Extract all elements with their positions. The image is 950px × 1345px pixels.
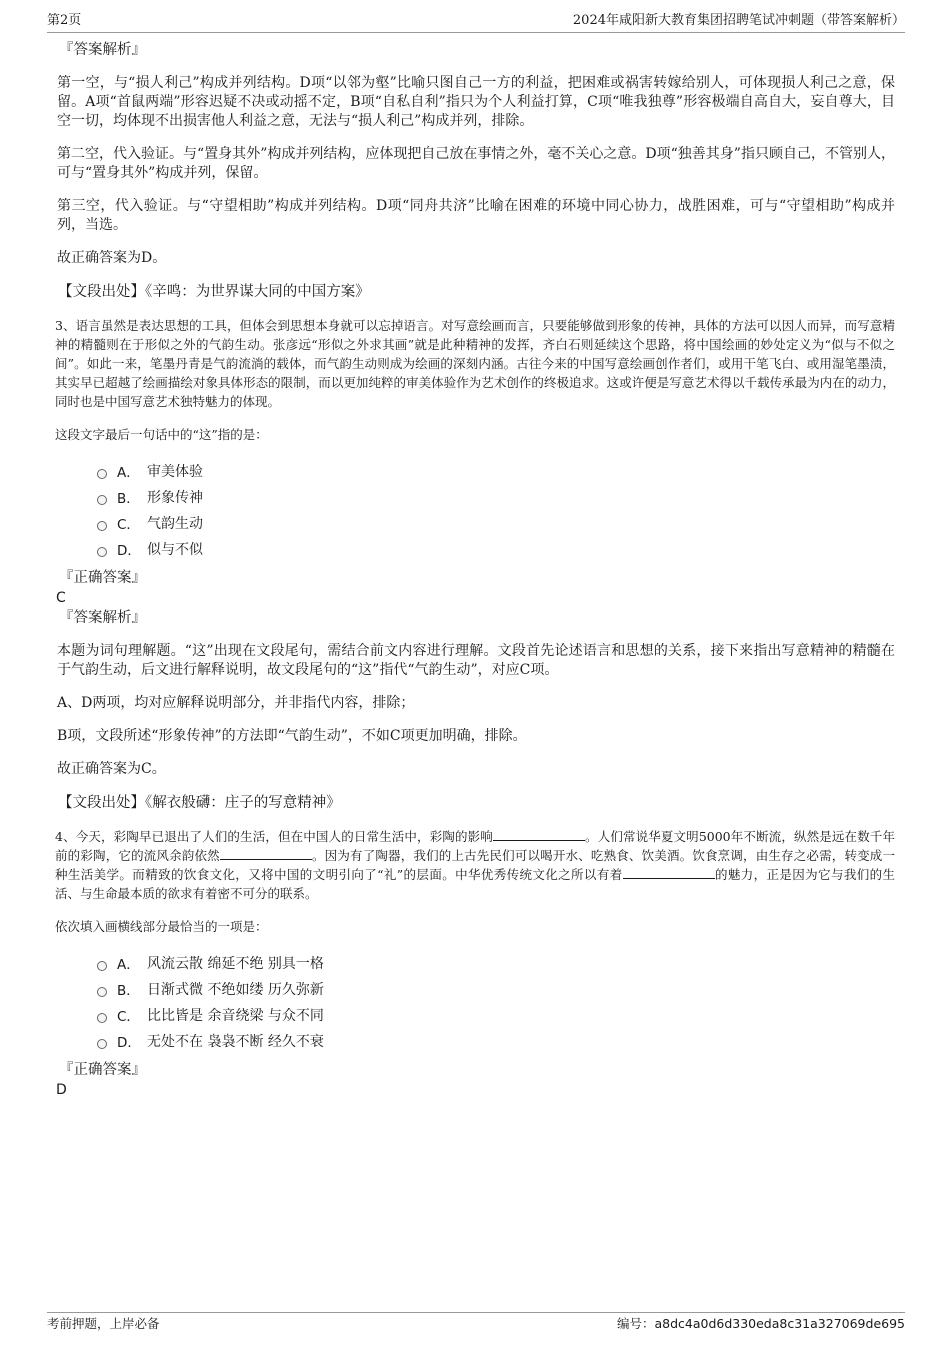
q4-option-b[interactable] — [97, 976, 895, 1002]
fill-blank-1 — [493, 828, 585, 841]
q2-analysis-p3: 第三空，代入验证。与“守望相助”构成并列结构。D项“同舟共济”比喻在困难的环境中同心协力，战胜困难，可与“守望相助”构成并列，当选。 — [57, 198, 895, 233]
q2-analysis-tag: 『答案解析』 — [59, 42, 146, 58]
q3-correct-answer: C — [56, 590, 66, 606]
q4-passage — [55, 827, 895, 903]
q4-question: 依次填入画横线部分最恰当的一项是： — [55, 919, 268, 934]
q3-analysis-tag: 『答案解析』 — [59, 610, 146, 626]
page-content — [55, 40, 895, 1100]
radio-icon[interactable] — [97, 987, 107, 997]
q4-options — [97, 950, 895, 1054]
fill-blank-2 — [220, 847, 312, 860]
code-label: 编号： — [616, 1316, 655, 1331]
code-value: a8dc4a0d6d330eda8c31a327069de695 — [654, 1316, 905, 1331]
radio-icon[interactable] — [97, 1013, 107, 1023]
option-text: 形象传神 — [147, 490, 203, 506]
radio-icon[interactable] — [97, 961, 107, 971]
q4-text-b: 。人们常说华夏文明5000年不断流，纵然是远在数千年前的彩陶，它的流风余韵依然 — [55, 829, 895, 863]
q3-option-b[interactable] — [97, 484, 895, 510]
q2-source: 【文段出处】《辛鸣：为世界谋大同的中国方案》 — [58, 284, 370, 300]
radio-icon[interactable] — [97, 469, 107, 479]
page-footer — [47, 1312, 905, 1335]
q4-text-d: 的魅力，正是因为它与我们的生活、与生命最本质的欲求有着密不可分的联系。 — [55, 867, 895, 901]
radio-icon[interactable] — [97, 495, 107, 505]
option-letter: C． — [117, 517, 140, 533]
q3-analysis-p2: A、D两项，均对应解释说明部分，并非指代内容，排除； — [57, 695, 415, 711]
q3-option-d[interactable] — [97, 536, 895, 562]
q4-option-d[interactable] — [97, 1028, 895, 1054]
q2-analysis-p1: 第一空，与“损人利己”构成并列结构。D项“以邻为壑”比喻只图自己一方的利益，把困难或祸害转嫁给别人，可体现损人利己之意，保留。A项“首鼠两端”形容迟疑不决或动摇不定，B项“自私自利”指只为个人利益打算，C项“唯我独尊”形容极端自高自大，妄自尊大，目空一切，均体现不出损害他人利益之意，无法与“损人利己”构成并列，排除。 — [57, 75, 895, 129]
option-letter: B． — [117, 983, 140, 999]
q3-correct-tag: 『正确答案』 — [59, 570, 146, 586]
q3-passage: 3、语言虽然是表达思想的工具，但体会到思想本身就可以忘掉语言。对写意绘画而言，只要能够做到形象的传神，具体的方法可以因人而异，而写意精神的精髓则在于形似之外的气韵生动。张彦远“形似之外求其画”就是此种精神的发挥，齐白石则延续这个思路，将中国绘画的妙处定义为“似与不似之间”。如此一来，笔墨丹青是气韵流淌的载体，而气韵生动则成为绘画的深刻内涵。古往今来的中国写意绘画创作者们，或用干笔飞白、或用湿笔墨渍，其实早已超越了绘画描绘对象具体形态的限制，而以更加纯粹的审美体验作为艺术创作的终极追求。这或许便是写意艺术得以千载传承最为内在的动力，同时也是中国写意艺术独特魅力的体现。 — [55, 318, 895, 409]
page-header — [47, 10, 905, 33]
q2-analysis-p4: 故正确答案为D。 — [57, 250, 167, 266]
option-text: 审美体验 — [147, 464, 203, 480]
option-letter: D． — [117, 1035, 141, 1051]
option-letter: B． — [117, 491, 140, 507]
option-letter: A． — [117, 465, 140, 481]
q3-source: 【文段出处】《解衣般礴：庄子的写意精神》 — [58, 795, 341, 811]
q4-text-c: 。因为有了陶器，我们的上古先民们可以喝开水、吃熟食、饮美酒。饮食烹调，由生存之必需，转变成一种生活美学。而精致的饮食文化，又将中国的文明引向了“礼”的层面。中华优秀传统文化之所以有着 — [55, 848, 895, 882]
option-letter: C． — [117, 1009, 140, 1025]
q3-options — [97, 458, 895, 562]
option-text: 比比皆是 余音绕梁 与众不同 — [147, 1008, 324, 1024]
radio-icon[interactable] — [97, 521, 107, 531]
q4-option-a[interactable] — [97, 950, 895, 976]
q3-option-c[interactable] — [97, 510, 895, 536]
q3-analysis-p1: 本题为词句理解题。“这”出现在文段尾句，需结合前文内容进行理解。文段首先论述语言和思想的关系，接下来指出写意精神的精髓在于气韵生动，后文进行解释说明，故文段尾句的“这”指代“气韵生动”，对应C项。 — [57, 643, 895, 678]
option-text: 似与不似 — [147, 542, 203, 558]
document-title: 2024年咸阳新大教育集团招聘笔试冲刺题（带答案解析） — [572, 13, 905, 28]
q3-question: 这段文字最后一句话中的“这”指的是： — [55, 427, 268, 442]
option-text: 日渐式微 不绝如缕 历久弥新 — [147, 982, 324, 998]
fill-blank-3 — [623, 866, 715, 879]
document-code — [617, 1313, 905, 1335]
radio-icon[interactable] — [97, 1039, 107, 1049]
q4-correct-answer: D — [56, 1082, 67, 1098]
q4-correct-tag: 『正确答案』 — [59, 1062, 146, 1078]
q4-text-a: 4、今天，彩陶早已退出了人们的生活，但在中国人的日常生活中，彩陶的影响 — [55, 829, 493, 844]
q4-option-c[interactable] — [97, 1002, 895, 1028]
q2-analysis-p2: 第二空，代入验证。与“置身其外”构成并列结构，应体现把自己放在事情之外，毫不关心之意。D项“独善其身”指只顾自己，不管别人，可与“置身其外”构成并列，保留。 — [57, 146, 895, 181]
q3-analysis-p4: 故正确答案为C。 — [57, 761, 166, 777]
option-text: 无处不在 袅袅不断 经久不衰 — [147, 1034, 324, 1050]
option-text: 风流云散 绵延不绝 别具一格 — [147, 956, 324, 972]
q3-analysis-p3: B项，文段所述“形象传神”的方法即“气韵生动”，不如C项更加明确，排除。 — [57, 728, 527, 744]
option-letter: A． — [117, 957, 140, 973]
option-letter: D． — [117, 543, 141, 559]
footer-slogan: 考前押题，上岸必备 — [47, 1316, 160, 1331]
q3-option-a[interactable] — [97, 458, 895, 484]
page-number: 第2页 — [47, 13, 82, 28]
option-text: 气韵生动 — [147, 516, 203, 532]
radio-icon[interactable] — [97, 547, 107, 557]
